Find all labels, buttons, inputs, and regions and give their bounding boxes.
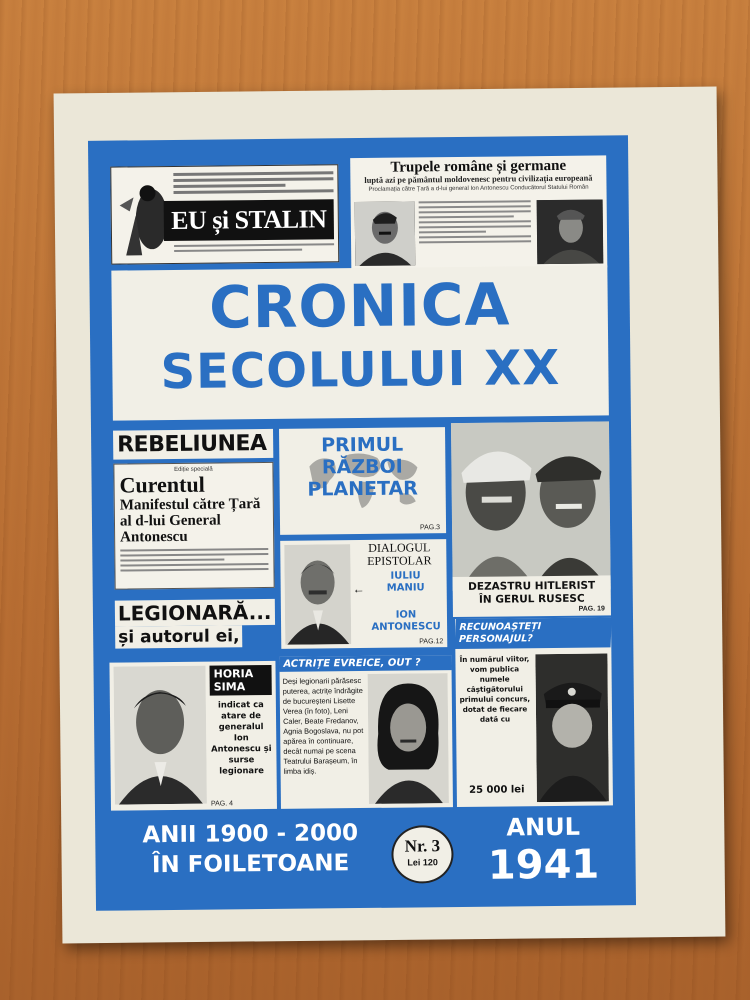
clipping-text-lines — [173, 171, 333, 197]
dialog-name1-first: IULIU — [390, 570, 421, 582]
legionara-headline — [115, 599, 278, 659]
year-caption: ANUL — [506, 812, 581, 842]
page-ref: PAG. 19 — [578, 605, 605, 613]
recunoasteti-text: În numărul viitor, vom publica numele câștigătorului primului concurs, dotat de fiecare dată cu — [459, 654, 531, 724]
rebeliunea-section — [113, 429, 275, 595]
actrite-title: ACTRIȚE EVREICE, OUT ? — [279, 655, 451, 672]
recunoasteti-title-line1: RECUNOAȘTEȚI — [459, 621, 542, 633]
portrait-right-image — [537, 199, 604, 264]
actrite-text: Deși legionarii părăsesc puterea, actrițe îndrăgite de bucureșteni Lisette Verea (în foto), Leni Caler, Beate Fredanov, Agnia Bogoslava, nu pot apărea în continuare, decât numai pe scena Teatrului Barașeum, în limba idiș. — [282, 676, 364, 776]
page-ref: PAG.12 — [419, 638, 444, 646]
year-value: 1941 — [487, 841, 600, 889]
officer-portrait-image — [535, 653, 609, 802]
manifest-headline: Manifestul către Țară — [119, 496, 261, 514]
curentul-clipping — [113, 462, 274, 590]
dialog-line2: EPISTOLAR — [367, 553, 432, 568]
caricature-image — [117, 175, 170, 260]
clipping-text-lines — [174, 243, 334, 255]
trupele-subheadline: luptă azi pe pământul moldovenesc pentru civilizația europeană — [364, 173, 593, 185]
recunoasteti-title-line2: PERSONAJUL? — [458, 633, 533, 645]
rebeliunea-title: REBELIUNEA — [113, 429, 273, 460]
sima-name-first: HORIA — [213, 667, 254, 681]
year-label — [473, 811, 614, 888]
dialog-name2-last: ANTONESCU — [371, 621, 441, 633]
prize-amount: 25 000 lei — [469, 784, 525, 796]
recunoasteti-title — [455, 617, 612, 649]
portrait-left-image — [355, 201, 416, 266]
dialog-name1-last: MANIU — [386, 582, 425, 594]
eu-stalin-clipping — [110, 164, 339, 264]
trupele-clipping — [350, 155, 607, 270]
dialog-line1: DIALOGUL — [368, 540, 431, 555]
manifest-headline-2: al d-lui General Antonescu — [119, 512, 221, 546]
masthead — [111, 265, 609, 420]
page-ref: PAG. 4 — [210, 800, 234, 808]
masthead-subtitle: SECOLULUI XX — [160, 339, 561, 401]
legionara-title: LEGIONARĂ... — [115, 599, 275, 627]
primul-line3: PLANETAR — [307, 477, 418, 501]
masthead-title: CRONICA — [208, 270, 511, 342]
primul-razboi-section — [279, 427, 446, 535]
series-line1: ANII 1900 - 2000 — [142, 820, 359, 849]
curentul-nameplate: Curentul — [119, 471, 205, 498]
sima-name — [209, 665, 271, 696]
clipping-text-lines — [419, 200, 531, 246]
dialog-epistolar-section — [280, 539, 447, 649]
primul-line2: RĂZBOI — [321, 455, 403, 479]
page-ref: PAG.3 — [419, 524, 441, 532]
clipping-text-lines — [120, 548, 268, 572]
sima-caption: indicat ca atare de generalul Ion Antonescu și surse legionare — [211, 699, 272, 776]
recunoasteti-section — [455, 617, 613, 807]
edition-label: Ediție specială — [174, 466, 213, 473]
horia-sima-section — [109, 661, 277, 811]
dezastru-headline — [453, 575, 611, 617]
sima-name-last: SIMA — [213, 680, 246, 694]
trupele-headline: Trupele române și germane — [390, 157, 567, 176]
issue-number: Nr. 3 — [404, 836, 441, 856]
dezastru-line2: ÎN GERUL RUSESC — [478, 592, 585, 606]
series-label — [115, 818, 386, 881]
front-page — [88, 135, 636, 911]
sima-portrait-image — [113, 666, 206, 805]
eu-stalin-headline: EU și STALIN — [164, 199, 334, 241]
dezastru-line1: DEZASTRU HITLERIST — [468, 579, 596, 593]
primul-line1: PRIMUL — [321, 433, 404, 457]
series-line2: ÎN FOILETOANE — [151, 850, 350, 879]
issue-badge — [391, 825, 454, 884]
lisette-verea-photo — [368, 673, 449, 804]
arrow-left-icon: ← — [352, 581, 365, 597]
trupele-caption: Proclamația către Țară a d-lui general Ion Antonescu Conducătorul Statului Român — [368, 184, 589, 193]
legionara-subtitle: și autorul ei, — [115, 625, 243, 648]
maniu-portrait-image — [284, 544, 351, 645]
dialog-name2-first: ION — [395, 609, 417, 621]
frozen-soldiers-photo — [451, 421, 611, 591]
actrite-section — [279, 655, 453, 809]
issue-price: Lei 120 — [407, 857, 438, 868]
soldiers-image — [451, 421, 611, 591]
